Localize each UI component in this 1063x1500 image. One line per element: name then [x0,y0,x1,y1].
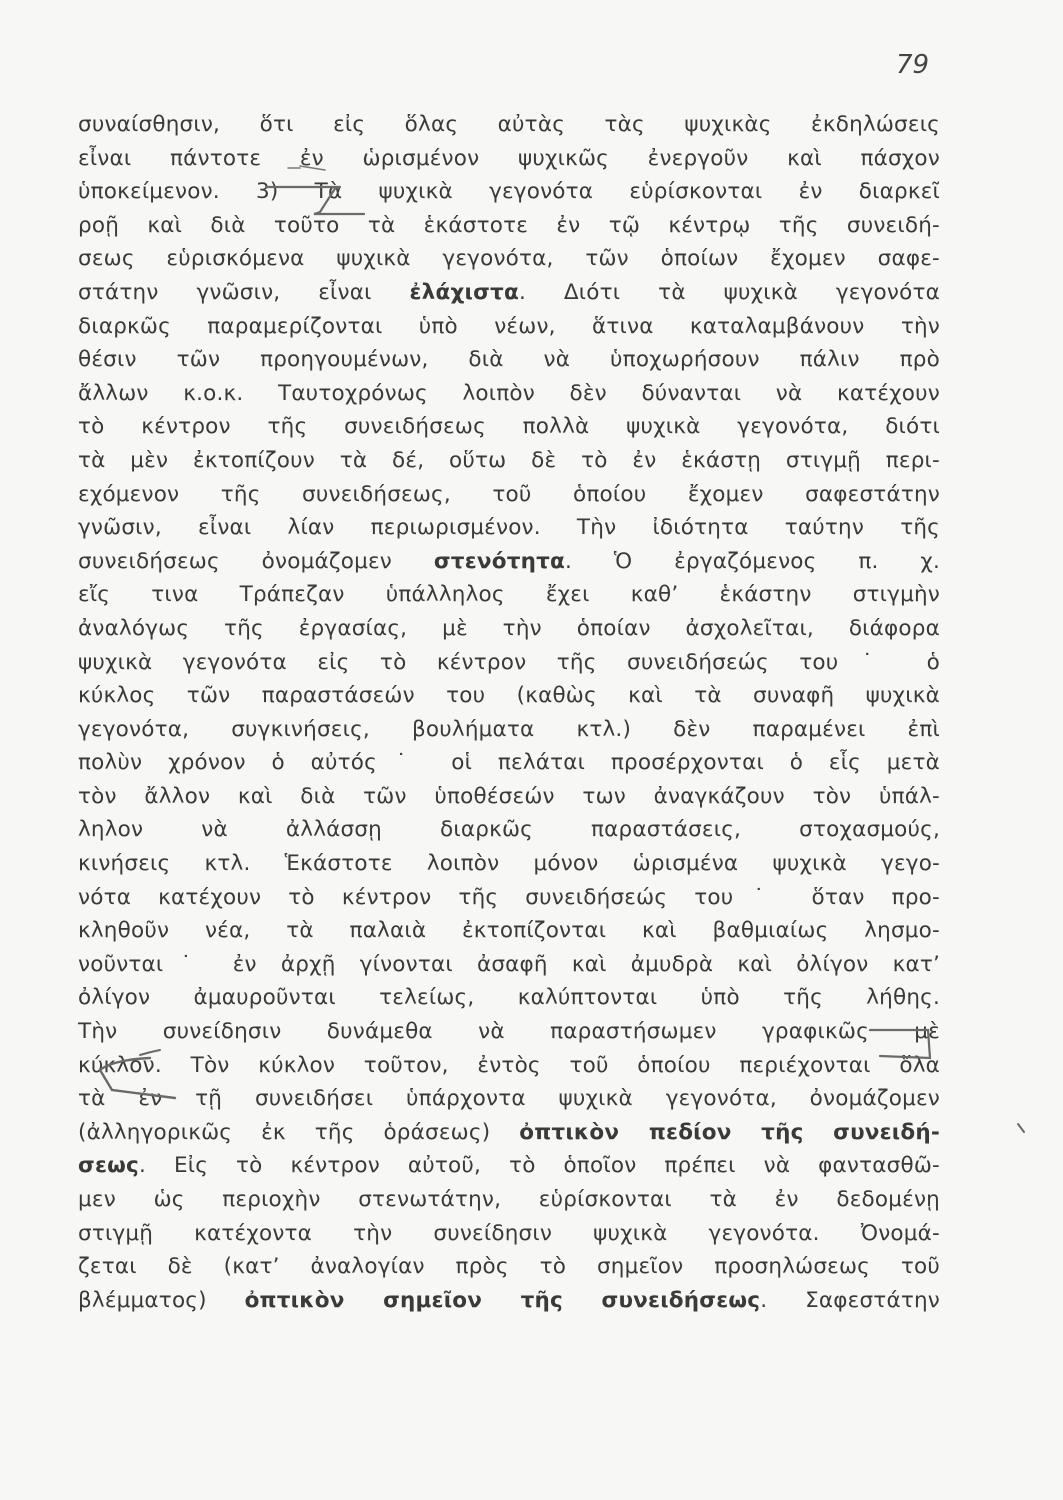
text-line [78,209,940,243]
text-segment: ὑποκείμενον. 3) Τὰ ψυχικὰ γεγονότα εὑρίσκονται ἐν διαρκεῖ [78,179,940,205]
text-line [78,914,940,948]
text-line [78,175,940,209]
text-segment: εχόμενον τῆς συνειδήσεως, τοῦ ὁποίου ἔχομεν σαφεστάτην [78,481,940,507]
text-segment: ληλον νὰ ἀλλάσσῃ διαρκῶς παραστάσεις, στοχασμούς, [78,817,940,843]
text-segment: . Διότι τὰ ψυχικὰ γεγονότα [518,279,940,305]
text-line [78,847,940,881]
text-line [78,1015,940,1049]
text-line [78,511,940,545]
text-segment: θέσιν τῶν προηγουμένων, διὰ νὰ ὑποχωρήσουν πάλιν πρὸ [78,347,940,373]
text-line [78,578,940,612]
pencil-mark-margin [1018,1124,1024,1132]
text-segment: τὸν ἄλλον καὶ διὰ τῶν ὑποθέσεών των ἀναγκάζουν τὸν ὑπάλ- [78,783,940,809]
page-number: 79 [896,50,930,80]
bold-term: ὀπτικὸν σημεῖον τῆς συνειδήσεως [244,1287,761,1313]
text-line [78,713,940,747]
text-line [78,813,940,847]
text-segment: ὀλίγον ἀμαυροῦνται τελείως, καλύπτονται ὑπὸ τῆς λήθης. [78,985,940,1011]
text-line [78,1183,940,1217]
text-segment: γνῶσιν, εἶναι λίαν περιωρισμένον. Τὴν ἰδιότητα ταύτην τῆς [78,515,940,541]
text-segment: ἀναλόγως τῆς ἐργασίας, μὲ τὴν ὁποίαν ἀσχολεῖται, διάφορα [78,615,940,641]
bold-term: στενότητα [433,548,566,574]
text-segment: ζεται δὲ (κατ’ ἀναλογίαν πρὸς τὸ σημεῖον προσηλώσεως τοῦ [78,1254,940,1280]
text-segment: ἄλλων κ.ο.κ. Ταυτοχρόνως λοιπὸν δὲν δύνανται νὰ κατέχουν [78,380,940,406]
text-line [78,1250,940,1284]
text-segment: ψυχικὰ γεγονότα εἰς τὸ κέντρον τῆς συνειδήσεώς του˙ ὁ [78,649,940,675]
text-line [78,276,940,310]
text-line [78,444,940,478]
text-segment: . Εἰς τὸ κέντρον αὐτοῦ, τὸ ὁποῖον πρέπει νὰ φαντασθῶ- [138,1153,940,1179]
text-segment: στιγμῇ κατέχοντα τὴν συνείδησιν ψυχικὰ γεγονότα. Ὀνομά- [78,1220,940,1246]
text-segment: στάτην γνῶσιν, εἶναι [78,279,410,305]
text-line [78,1116,940,1150]
text-segment: νότα κατέχουν τὸ κέντρον τῆς συνειδήσεώς του˙ ὅταν προ- [78,884,940,910]
text-segment: τὰ μὲν ἐκτοπίζουν τὰ δέ, οὕτω δὲ τὸ ἐν ἑκάστῃ στιγμῇ περι- [78,447,940,473]
text-segment: μεν ὡς περιοχὴν στενωτάτην, εὑρίσκονται τὰ ἐν δεδομένῃ [78,1187,940,1212]
text-segment: . Σαφεστάτην [760,1287,940,1313]
text-line [78,142,940,176]
text-segment: συνειδήσεως ὀνομάζομεν [78,548,434,574]
text-segment: κινήσεις κτλ. Ἑκάστοτε λοιπὸν μόνον ὡρισμένα ψυχικὰ γεγο- [78,851,940,877]
text-segment: συναίσθησιν, ὅτι εἰς ὅλας αὐτὰς τὰς ψυχικὰς ἐκδηλώσεις [78,112,940,137]
text-segment: εἶναι πάντοτε ἐν ὡρισμένον ψυχικῶς ἐνεργοῦν καὶ πάσχον [78,145,940,171]
text-line [78,981,940,1015]
bold-term: σεως [78,1153,139,1179]
text-line [78,1217,940,1251]
text-segment: . Ὁ ἐργαζόμενος π. χ. [565,548,940,574]
text-segment: νοῦνται˙ ἐν ἀρχῇ γίνονται ἀσαφῆ καὶ ἀμυδρὰ καὶ ὀλίγον κατ’ [78,951,940,977]
text-segment: γεγονότα, συγκινήσεις, βουλήματα κτλ.) δὲν παραμένει ἐπὶ [78,716,940,742]
text-line [78,646,940,680]
text-segment: πολὺν χρόνον ὁ αὐτός˙ οἱ πελάται προσέρχονται ὁ εἷς μετὰ [78,750,940,776]
text-segment: κληθοῦν νέα, τὰ παλαιὰ ἐκτοπίζονται καὶ βαθμιαίως λησμο- [78,918,940,944]
text-line [78,1149,940,1183]
text-line [78,242,940,276]
text-line [78,780,940,814]
text-line [78,948,940,982]
text-line [78,679,940,713]
text-segment: Τὴν συνείδησιν δυνάμεθα νὰ παραστήσωμεν γραφικῶς μὲ [78,1019,940,1045]
text-line [78,410,940,444]
text-segment: ροῇ καὶ διὰ τοῦτο τὰ ἑκάστοτε ἐν τῷ κέντρῳ τῆς συνειδή- [78,212,940,238]
bold-term: ἐλάχιστα [409,279,519,305]
body-text [78,108,940,1317]
text-line [78,746,940,780]
text-segment: εἴς τινα Τράπεζαν ὑπάλληλος ἔχει καθ’ ἑκάστην στιγμὴν [78,582,940,608]
text-line [78,1284,940,1318]
text-line [78,377,940,411]
text-line [78,881,940,915]
text-segment: σεως εὑρισκόμενα ψυχικὰ γεγονότα, τῶν ὁποίων ἔχομεν σαφε- [78,246,940,272]
text-segment: βλέμματος) [78,1287,245,1313]
text-line [78,478,940,512]
text-line [78,1082,940,1116]
text-line [78,343,940,377]
text-line [78,1049,940,1083]
text-line [78,612,940,646]
text-line [78,108,940,142]
text-segment: τὰ ἐν τῇ συνειδήσει ὑπάρχοντα ψυχικὰ γεγονότα, ὀνομάζομεν [78,1086,940,1112]
text-line [78,545,940,579]
text-segment: (ἀλληγορικῶς ἐκ τῆς ὁράσεως) [78,1119,520,1145]
text-segment: διαρκῶς παραμερίζονται ὑπὸ νέων, ἅτινα καταλαμβάνουν τὴν [78,313,940,339]
text-segment: κύκλον. Τὸν κύκλον τοῦτον, ἐντὸς τοῦ ὁποίου περιέχονται ὅλα [78,1052,940,1078]
bold-term: ὀπτικὸν πεδίον τῆς συνειδή- [519,1119,940,1145]
text-segment: τὸ κέντρον τῆς συνειδήσεως πολλὰ ψυχικὰ γεγονότα, διότι [78,414,940,440]
text-segment: κύκλος τῶν παραστάσεών του (καθὼς καὶ τὰ συναφῆ ψυχικὰ [78,683,940,709]
text-line [78,310,940,344]
